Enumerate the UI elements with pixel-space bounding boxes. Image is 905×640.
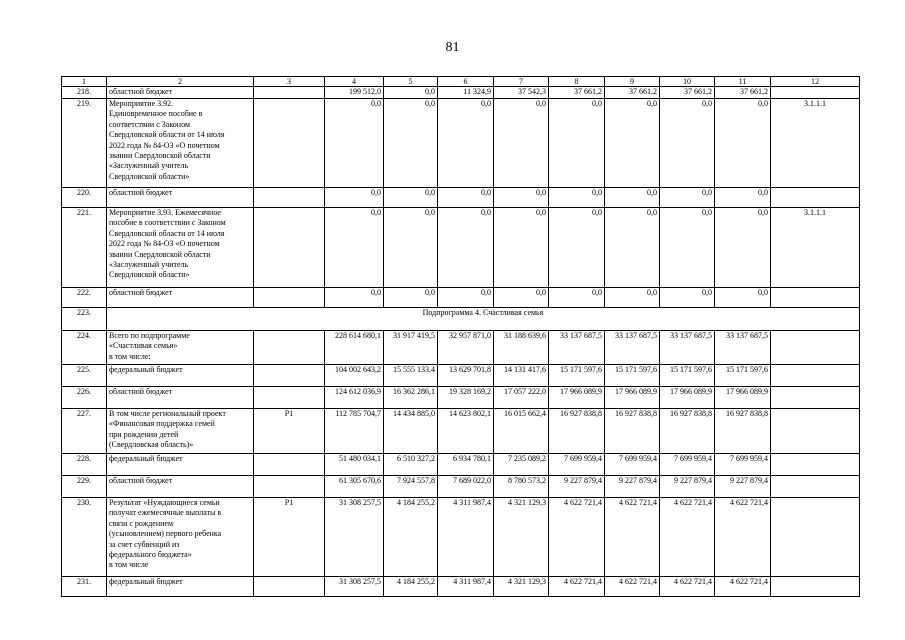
row-code <box>254 288 325 308</box>
value-cell-col-10: 0,0 <box>660 288 715 308</box>
value-cell-col-4: 104 002 643,2 <box>325 365 384 387</box>
target-indicator: 3.1.1.1 <box>771 99 860 188</box>
value-cell-col-10: 17 966 089,9 <box>660 387 715 409</box>
target-indicator <box>771 454 860 476</box>
row-number: 230. <box>62 498 107 577</box>
value-cell-col-11: 17 966 089,9 <box>715 387 771 409</box>
target-indicator <box>771 498 860 577</box>
value-cell-col-7: 4 321 129,3 <box>494 498 549 577</box>
value-cell-col-8: 33 137 687,5 <box>549 331 605 365</box>
value-cell-col-7: 0,0 <box>494 208 549 288</box>
value-cell-col-4: 0,0 <box>325 288 384 308</box>
value-cell-col-11: 15 171 597,6 <box>715 365 771 387</box>
value-cell-col-7: 16 015 662,4 <box>494 409 549 454</box>
column-header-5: 5 <box>384 77 438 87</box>
value-cell-col-7: 4 321 129,3 <box>494 577 549 597</box>
value-cell-col-8: 17 966 089,9 <box>549 387 605 409</box>
row-code <box>254 365 325 387</box>
column-header-1: 1 <box>62 77 107 87</box>
target-indicator: 3.1.1.1 <box>771 208 860 288</box>
row-code <box>254 87 325 99</box>
value-cell-col-5: 0,0 <box>384 99 438 188</box>
value-cell-col-5: 6 510 327,2 <box>384 454 438 476</box>
column-header-10: 10 <box>660 77 715 87</box>
value-cell-col-6: 13 629 701,8 <box>438 365 494 387</box>
column-header-9: 9 <box>605 77 660 87</box>
value-cell-col-8: 37 661,2 <box>549 87 605 99</box>
value-cell-col-7: 14 131 417,6 <box>494 365 549 387</box>
row-number: 223. <box>62 308 107 331</box>
value-cell-col-11: 7 699 959,4 <box>715 454 771 476</box>
row-number: 228. <box>62 454 107 476</box>
row-number: 224. <box>62 331 107 365</box>
row-code: Р1 <box>254 498 325 577</box>
value-cell-col-6: 32 957 871,0 <box>438 331 494 365</box>
value-cell-col-9: 15 171 597,6 <box>605 365 660 387</box>
row-number: 218. <box>62 87 107 99</box>
value-cell-col-5: 0,0 <box>384 288 438 308</box>
row-description: федеральный бюджет <box>107 454 254 476</box>
value-cell-col-8: 0,0 <box>549 288 605 308</box>
row-code <box>254 387 325 409</box>
value-cell-col-11: 9 227 879,4 <box>715 476 771 498</box>
value-cell-col-10: 15 171 597,6 <box>660 365 715 387</box>
column-header-3: 3 <box>254 77 325 87</box>
value-cell-col-9: 0,0 <box>605 188 660 208</box>
value-cell-col-9: 9 227 879,4 <box>605 476 660 498</box>
row-description: Всего по подпрограмме «Счастливая семья» в том числе: <box>107 331 254 365</box>
table-row <box>62 331 860 365</box>
value-cell-col-4: 0,0 <box>325 99 384 188</box>
value-cell-col-9: 0,0 <box>605 208 660 288</box>
value-cell-col-11: 37 661,2 <box>715 87 771 99</box>
table-row <box>62 208 860 288</box>
value-cell-col-7: 0,0 <box>494 99 549 188</box>
row-number: 222. <box>62 288 107 308</box>
column-header-2: 2 <box>107 77 254 87</box>
value-cell-col-7: 8 780 573,2 <box>494 476 549 498</box>
row-description: областной бюджет <box>107 387 254 409</box>
row-number: 229. <box>62 476 107 498</box>
value-cell-col-10: 7 699 959,4 <box>660 454 715 476</box>
value-cell-col-7: 37 542,3 <box>494 87 549 99</box>
budget-table <box>61 76 860 597</box>
value-cell-col-4: 51 480 034,1 <box>325 454 384 476</box>
value-cell-col-10: 4 622 721,4 <box>660 577 715 597</box>
row-code: Р1 <box>254 409 325 454</box>
table-row <box>62 498 860 577</box>
value-cell-col-9: 4 622 721,4 <box>605 498 660 577</box>
value-cell-col-11: 0,0 <box>715 288 771 308</box>
value-cell-col-8: 16 927 838,8 <box>549 409 605 454</box>
target-indicator <box>771 577 860 597</box>
value-cell-col-9: 17 966 089,9 <box>605 387 660 409</box>
value-cell-col-11: 4 622 721,4 <box>715 498 771 577</box>
table-row <box>62 454 860 476</box>
row-code <box>254 188 325 208</box>
value-cell-col-7: 31 188 639,6 <box>494 331 549 365</box>
value-cell-col-5: 31 917 419,5 <box>384 331 438 365</box>
value-cell-col-4: 61 305 670,6 <box>325 476 384 498</box>
value-cell-col-4: 0,0 <box>325 208 384 288</box>
table-row <box>62 99 860 188</box>
row-number: 219. <box>62 99 107 188</box>
row-number: 226. <box>62 387 107 409</box>
value-cell-col-5: 7 924 557,8 <box>384 476 438 498</box>
value-cell-col-9: 0,0 <box>605 288 660 308</box>
row-number: 231. <box>62 577 107 597</box>
row-number: 221. <box>62 208 107 288</box>
table-row <box>62 87 860 99</box>
row-code <box>254 331 325 365</box>
value-cell-col-5: 0,0 <box>384 208 438 288</box>
value-cell-col-8: 0,0 <box>549 208 605 288</box>
value-cell-col-5: 14 434 885,0 <box>384 409 438 454</box>
target-indicator <box>771 387 860 409</box>
target-indicator <box>771 331 860 365</box>
value-cell-col-6: 11 324,9 <box>438 87 494 99</box>
target-indicator <box>771 409 860 454</box>
row-code <box>254 99 325 188</box>
value-cell-col-6: 0,0 <box>438 288 494 308</box>
value-cell-col-4: 31 308 257,5 <box>325 498 384 577</box>
value-cell-col-6: 4 311 987,4 <box>438 498 494 577</box>
table-row <box>62 409 860 454</box>
subprogram-title: Подпрограмма 4. Счастливая семья <box>107 308 860 331</box>
row-description: федеральный бюджет <box>107 577 254 597</box>
table-row <box>62 188 860 208</box>
row-description: областной бюджет <box>107 476 254 498</box>
value-cell-col-10: 4 622 721,4 <box>660 498 715 577</box>
column-header-4: 4 <box>325 77 384 87</box>
value-cell-col-8: 0,0 <box>549 99 605 188</box>
value-cell-col-9: 0,0 <box>605 99 660 188</box>
row-description: Мероприятие 3.92. Единовременное пособие в соответствии с Законом Свердловской области от 14 июля 2022 года № 84-ОЗ «О почетном звании Свердловской области «Заслуженный учитель Свердловской области» <box>107 99 254 188</box>
value-cell-col-4: 112 785 704,7 <box>325 409 384 454</box>
value-cell-col-7: 0,0 <box>494 188 549 208</box>
value-cell-col-5: 15 555 133,4 <box>384 365 438 387</box>
target-indicator <box>771 365 860 387</box>
value-cell-col-9: 37 661,2 <box>605 87 660 99</box>
table-row <box>62 387 860 409</box>
value-cell-col-10: 33 137 687,5 <box>660 331 715 365</box>
value-cell-col-7: 0,0 <box>494 288 549 308</box>
value-cell-col-4: 199 512,0 <box>325 87 384 99</box>
value-cell-col-11: 16 927 838,8 <box>715 409 771 454</box>
value-cell-col-4: 228 614 680,1 <box>325 331 384 365</box>
value-cell-col-9: 33 137 687,5 <box>605 331 660 365</box>
value-cell-col-4: 0,0 <box>325 188 384 208</box>
value-cell-col-6: 19 328 169,2 <box>438 387 494 409</box>
table-row <box>62 308 860 331</box>
value-cell-col-9: 4 622 721,4 <box>605 577 660 597</box>
value-cell-col-5: 16 362 286,1 <box>384 387 438 409</box>
row-number: 225. <box>62 365 107 387</box>
value-cell-col-4: 124 612 036,9 <box>325 387 384 409</box>
column-header-8: 8 <box>549 77 605 87</box>
row-description: федеральный бюджет <box>107 365 254 387</box>
row-description: областной бюджет <box>107 188 254 208</box>
value-cell-col-8: 9 227 879,4 <box>549 476 605 498</box>
value-cell-col-6: 7 689 022,0 <box>438 476 494 498</box>
row-description: Мероприятие 3.93. Ежемесячное пособие в соответствии с Законом Свердловской области от 14 июля 2022 года № 84-ОЗ «О почетном звании Свердловской области «Заслуженный учитель Свердловской области» <box>107 208 254 288</box>
value-cell-col-7: 7 235 089,2 <box>494 454 549 476</box>
column-header-row <box>62 77 860 87</box>
row-code <box>254 476 325 498</box>
row-description: В том числе региональный проект «Финансовая поддержка семей при рождении детей (Свердловская область)» <box>107 409 254 454</box>
value-cell-col-8: 4 622 721,4 <box>549 498 605 577</box>
column-header-11: 11 <box>715 77 771 87</box>
row-number: 220. <box>62 188 107 208</box>
value-cell-col-5: 0,0 <box>384 188 438 208</box>
value-cell-col-8: 0,0 <box>549 188 605 208</box>
row-code <box>254 454 325 476</box>
table-row <box>62 476 860 498</box>
value-cell-col-10: 0,0 <box>660 208 715 288</box>
table-row <box>62 288 860 308</box>
row-description: Результат «Нуждающиеся семьи получат ежемесячные выплаты в связи с рождением (усыновлением) первого ребенка за счет субвенций из федерального бюджета» в том числе <box>107 498 254 577</box>
value-cell-col-6: 0,0 <box>438 188 494 208</box>
column-header-12: 12 <box>771 77 860 87</box>
target-indicator <box>771 188 860 208</box>
value-cell-col-5: 0,0 <box>384 87 438 99</box>
column-header-6: 6 <box>438 77 494 87</box>
row-code <box>254 208 325 288</box>
page-number: 81 <box>445 40 460 55</box>
value-cell-col-6: 0,0 <box>438 99 494 188</box>
value-cell-col-6: 0,0 <box>438 208 494 288</box>
value-cell-col-9: 16 927 838,8 <box>605 409 660 454</box>
value-cell-col-11: 0,0 <box>715 208 771 288</box>
value-cell-col-8: 4 622 721,4 <box>549 577 605 597</box>
row-description: областной бюджет <box>107 87 254 99</box>
value-cell-col-11: 0,0 <box>715 188 771 208</box>
value-cell-col-10: 9 227 879,4 <box>660 476 715 498</box>
target-indicator <box>771 476 860 498</box>
value-cell-col-10: 37 661,2 <box>660 87 715 99</box>
value-cell-col-5: 4 184 255,2 <box>384 498 438 577</box>
value-cell-col-11: 33 137 687,5 <box>715 331 771 365</box>
value-cell-col-10: 16 927 838,8 <box>660 409 715 454</box>
value-cell-col-9: 7 699 959,4 <box>605 454 660 476</box>
value-cell-col-8: 7 699 959,4 <box>549 454 605 476</box>
value-cell-col-6: 6 934 780,1 <box>438 454 494 476</box>
value-cell-col-8: 15 171 597,6 <box>549 365 605 387</box>
target-indicator <box>771 288 860 308</box>
table-row <box>62 365 860 387</box>
value-cell-col-10: 0,0 <box>660 99 715 188</box>
row-code <box>254 577 325 597</box>
table-row <box>62 577 860 597</box>
target-indicator <box>771 87 860 99</box>
value-cell-col-7: 17 057 222,0 <box>494 387 549 409</box>
value-cell-col-11: 0,0 <box>715 99 771 188</box>
value-cell-col-6: 4 311 987,4 <box>438 577 494 597</box>
value-cell-col-11: 4 622 721,4 <box>715 577 771 597</box>
value-cell-col-10: 0,0 <box>660 188 715 208</box>
value-cell-col-5: 4 184 255,2 <box>384 577 438 597</box>
value-cell-col-4: 31 308 257,5 <box>325 577 384 597</box>
value-cell-col-6: 14 623 802,1 <box>438 409 494 454</box>
column-header-7: 7 <box>494 77 549 87</box>
row-number: 227. <box>62 409 107 454</box>
row-description: областной бюджет <box>107 288 254 308</box>
